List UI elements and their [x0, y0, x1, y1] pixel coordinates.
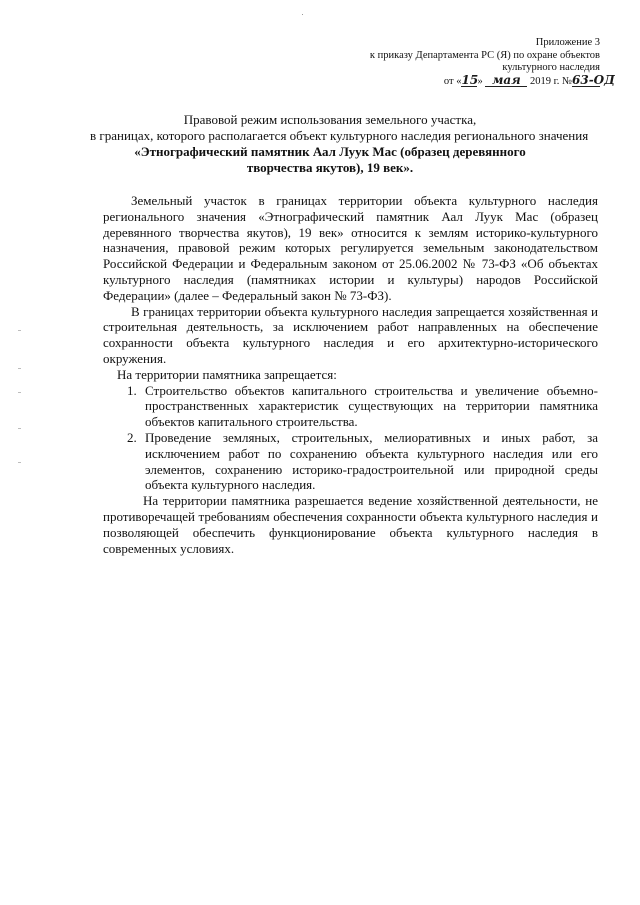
prohibited-intro: На территории памятника запрещается:	[117, 366, 337, 382]
title-line-2: в границах, которого располагается объект культурного наследия регионального значения	[90, 128, 589, 143]
list-item	[103, 430, 598, 493]
appendix-order-reference-cont: культурного наследия	[502, 62, 600, 73]
handwritten-order-number: 63-ОД	[572, 72, 615, 87]
prohibited-list	[103, 383, 598, 494]
list-item-number: 1.	[127, 382, 137, 398]
title-object-name: «Этнографический памятник Аал Луук Мас (образец деревянного творчества якутов), 19 век».	[134, 144, 526, 175]
document-body	[103, 193, 598, 556]
appendix-header	[320, 37, 615, 88]
list-item-text: Строительство объектов капитального строительства и увеличение объемно-пространственных характеристик существующих на территории памятника объектов капитального строительства.	[145, 382, 598, 430]
paragraph-land-status: Земельный участок в границах территории объекта культурного наследия регионального значения «Этнографический памятник Аал Луук Мас (образец деревянного творчества якутов), 19 век» относится к землям историко-культурного назначения, правовой режим которых регулируется земельным законодательством Российской Федерации и Федеральным законом от 25.06.2002 № 73-ФЗ «Об объектах культурного наследия (памятниках истории и культуры) народов Российской Федерации» (далее – Федеральный закон № 73-ФЗ).	[103, 193, 598, 303]
list-item-number: 2.	[127, 429, 137, 445]
handwritten-day: 15	[461, 72, 479, 87]
scan-artifact	[302, 14, 303, 15]
document-title	[90, 112, 589, 176]
appendix-label: Приложение 3	[535, 37, 600, 48]
list-item	[103, 383, 598, 430]
date-quote-close: »	[477, 75, 483, 87]
appendix-date-line	[320, 72, 615, 89]
paragraph-permitted-activity: На территории памятника разрешается ведение хозяйственной деятельности, не противоречащей требованиям обеспечения сохранности объекта культурного наследия и позволяющей обеспечить функционирование объекта культурного наследия в современных условиях.	[103, 493, 598, 556]
date-prefix: от «	[443, 75, 462, 87]
appendix-order-reference: к приказу Департамента РС (Я) по охране объектов	[369, 49, 600, 61]
list-item-text: Проведение земляных, строительных, мелиоративных и иных работ, за исключением работ по сохранению объекта культурного наследия или его элементов, сохранению историко-градостроительной или природной среды объекта культурного наследия.	[145, 429, 598, 493]
date-year-number-label: 2019 г. №	[529, 75, 572, 87]
paragraph-prohibition-general: В границах территории объекта культурного наследия запрещается хозяйственная и строительная деятельность, за исключением работ направленных на обеспечение сохранности объекта культурного наследия и его архитектурно-исторического окружения.	[103, 303, 598, 366]
handwritten-month: мая	[485, 75, 527, 87]
scan-margin-marks	[18, 330, 22, 470]
title-line-1: Правовой режим использования земельного участка,	[183, 112, 477, 127]
